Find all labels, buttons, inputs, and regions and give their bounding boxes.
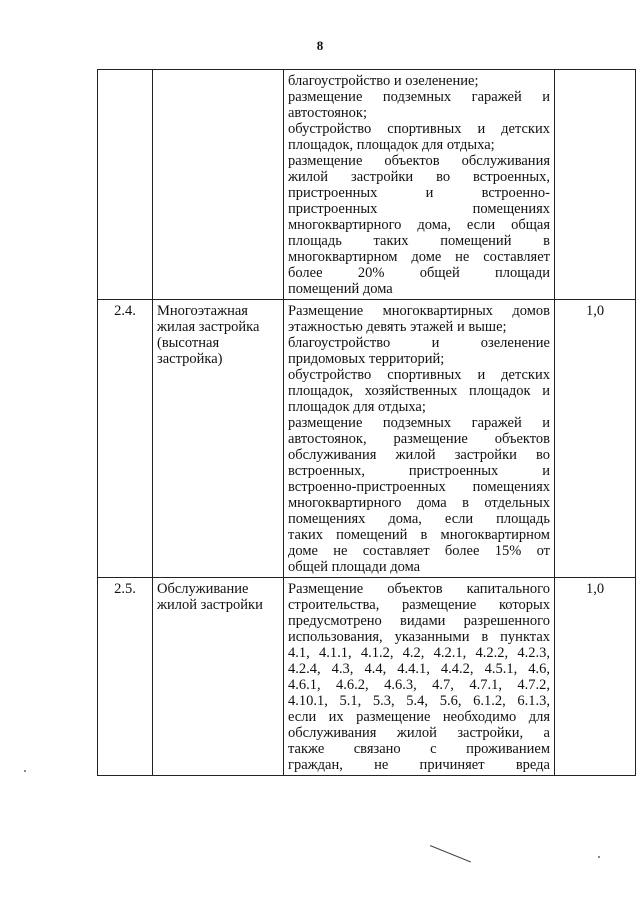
description-line: 4.10.1, 5.1, 5.3, 5.4, 5.6, 6.1.2, 6.1.3, [288, 693, 550, 709]
description-line: многоквартирного дома в отдельных [288, 495, 550, 511]
description-line: площадь таких помещений в [288, 233, 550, 249]
description-line: помещений дома [288, 281, 393, 297]
land-use-name-cell [153, 300, 284, 578]
description-line: встроенных, пристроенных и [288, 463, 550, 479]
description-line: многоквартирного дома, если общая [288, 217, 550, 233]
description-line: помещениях дома, если площадь [288, 511, 550, 527]
description-line: Размещение многоквартирных домов [288, 303, 550, 319]
description-line: обустройство спортивных и детских [288, 367, 550, 383]
description-line: 4.2.4, 4.3, 4.4, 4.4.1, 4.4.2, 4.5.1, 4.6, [288, 661, 550, 677]
description-cell [284, 300, 555, 578]
description-line: размещение подземных гаражей и [288, 89, 550, 105]
table-row [98, 70, 636, 300]
description-line: 4.6.1, 4.6.2, 4.6.3, 4.7, 4.7.1, 4.7.2, [288, 677, 550, 693]
land-use-name-line: жилая застройка [157, 319, 260, 335]
zoning-table [97, 69, 636, 776]
description-cell [284, 70, 555, 300]
description-line: граждан, не причиняет вреда [288, 757, 550, 773]
row-number-cell: 2.5. [98, 578, 153, 776]
description-line: многоквартирном доме не составляет [288, 249, 550, 265]
description-line: встроенно-пристроенных помещениях [288, 479, 550, 495]
land-use-name-line: Многоэтажная [157, 303, 248, 319]
description-line: автостоянок; [288, 105, 367, 121]
description-line: доме не составляет более 15% от [288, 543, 550, 559]
coefficient-cell [555, 70, 636, 300]
land-use-name-cell [153, 578, 284, 776]
table-row [98, 578, 636, 776]
description-line: Размещение объектов капитального [288, 581, 550, 597]
description-line: 4.1, 4.1.1, 4.1.2, 4.2, 4.2.1, 4.2.2, 4.2.3, [288, 645, 550, 661]
description-line: автостоянок, размещение объектов [288, 431, 550, 447]
description-line: обустройство спортивных и детских [288, 121, 550, 137]
row-number-cell: 2.4. [98, 300, 153, 578]
description-line: пристроенных и встроенно- [288, 185, 550, 201]
scan-speck [24, 770, 26, 772]
description-line: придомовых территорий; [288, 351, 445, 367]
description-line: предусмотрено видами разрешенного [288, 613, 550, 629]
description-line: площадок, хозяйственных площадок и [288, 383, 550, 399]
land-use-name-cell [153, 70, 284, 300]
land-use-name-line: (высотная [157, 335, 220, 351]
coefficient-cell: 1,0 [555, 300, 636, 578]
description-line: благоустройство и озеленение; [288, 73, 479, 89]
description-line: обслуживания жилой застройки, а [288, 725, 550, 741]
description-line: площадок, площадок для отдыха; [288, 137, 495, 153]
description-line: строительства, размещение которых [288, 597, 550, 613]
description-line: общей площади дома [288, 559, 421, 575]
description-line: площадок для отдыха; [288, 399, 426, 415]
coefficient-cell: 1,0 [555, 578, 636, 776]
page-number: 8 [316, 38, 324, 53]
description-line: размещение объектов обслуживания [288, 153, 550, 169]
description-line: обслуживания жилой застройки во [288, 447, 550, 463]
description-line: таких помещений в многоквартирном [288, 527, 550, 543]
description-cell [284, 578, 555, 776]
table-row [98, 300, 636, 578]
description-line: этажностью девять этажей и выше; [288, 319, 507, 335]
description-line: благоустройство и озеленение [288, 335, 550, 351]
row-number-cell [98, 70, 153, 300]
description-line: если их размещение необходимо для [288, 709, 550, 725]
scan-speck [598, 856, 600, 858]
land-use-name-line: Обслуживание [157, 581, 249, 597]
description-line: пристроенных помещениях [288, 201, 550, 217]
description-line: также связано с проживанием [288, 741, 550, 757]
description-line: использования, указанными в пунктах [288, 629, 550, 645]
stray-pen-mark [430, 845, 471, 862]
land-use-name-line: жилой застройки [157, 597, 263, 613]
land-use-name-line: застройка) [157, 351, 223, 367]
description-line: жилой застройки во встроенных, [288, 169, 550, 185]
description-line: размещение подземных гаражей и [288, 415, 550, 431]
description-line: более 20% общей площади [288, 265, 550, 281]
